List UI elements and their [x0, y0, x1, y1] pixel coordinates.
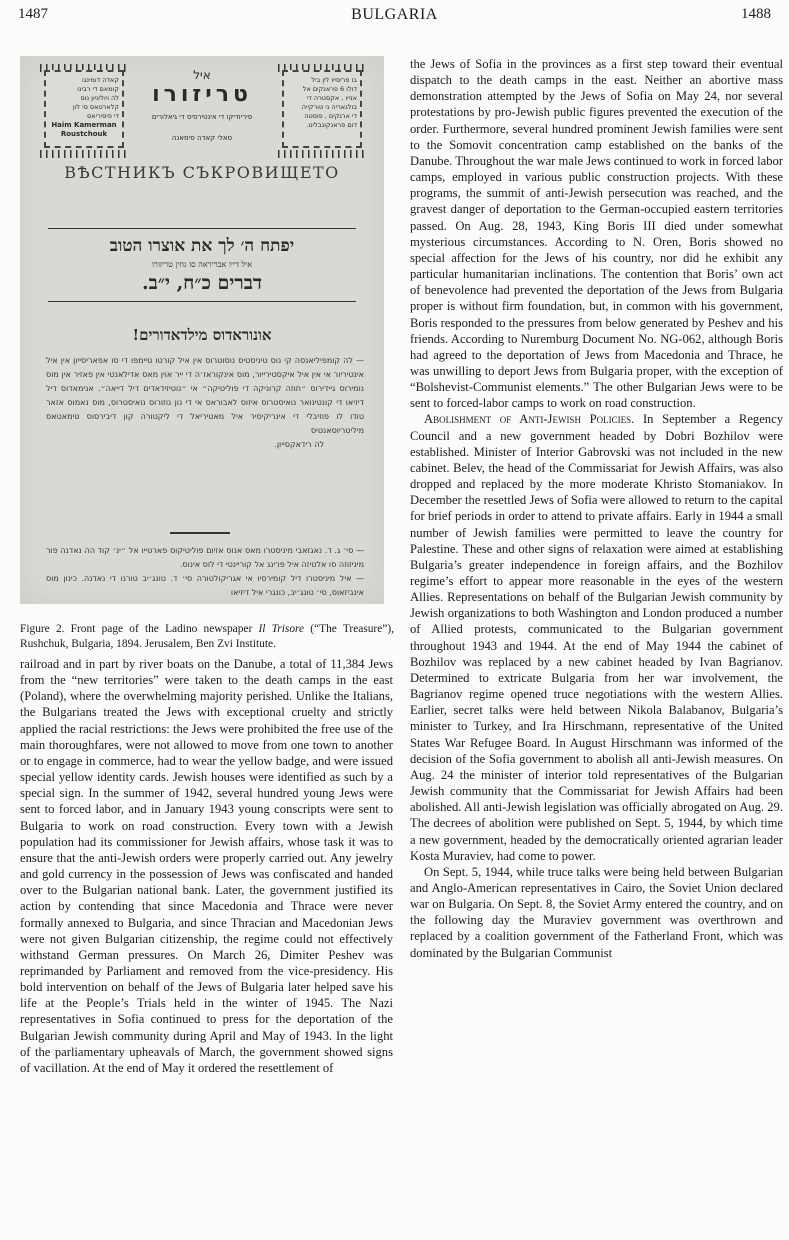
- figure-newspaper-image: [20, 56, 384, 604]
- caption-text: (“The Treasure”), Rushchuk, Bulgaria, 1894. Jerusalem, Ben Zvi Institute.: [20, 623, 394, 650]
- masthead-text: קלארטאס סי לון: [72, 103, 119, 111]
- caption-label: Figure 2.: [20, 623, 65, 635]
- body-paragraph: the Jews of Sofia in the provinces as a first step toward their eventual dispatch to the death camps in the east. Neither an abortive mass demonstration attempted by the Jews of Sofia on May 24, nor several protestations by pro-Jewish public figures prevented the execution of the order. Furthermore, several hundred prominent Jewish families were sent to the Somovit concentration camp established on the banks of the Danube. Throughout the war male Jews continued to work in forced labor camps, employed in various public construction projects. With these programs, the summit of anti-Jewish persecution was reached, and the gravest danger of deportation to the German-occupied eastern territories passed. On Aug. 28, 1943, King Boris III died under somewhat mysterious circumstances. According to N. Oren, Boris showed no special affection for the Jews of his country, nor did he exhibit any particular humanitarian inclinations. The contention that Boris’ own act of benevolence had prevented the deportation of the Jews from Bulgaria proper is without firm foundation, but, in common with his government, Boris responded to the pressures from below generated by Peshev and his friends. According to Nuremburg Document No. NG-062, although Boris had agreed to the deportation of Jews from Macedonia and Thrace, he was unwilling to deport Jews from Bulgaria proper, with the exception of “Bolshevist-Communist elements.” The other Bulgarian Jews were to be sent to forced-labor camps to work on road construction.: [410, 57, 783, 411]
- masthead-text: דולו 6 פראנקים אל: [302, 85, 357, 93]
- masthead-text: לה ויוליגיון נוס: [80, 94, 119, 102]
- news-items: [46, 544, 364, 600]
- article-body: [46, 354, 364, 452]
- news-item: — איל מיניסטרו דיל קומירסיו אי אגריקולטורה סי׳ ד. טונג׳יב טורנו די נאדנה. כינון מוס אינביזאוס, סי׳ טונג׳יב, כונגרי איל דיזיאו: [46, 574, 364, 597]
- section-heading: Abolishment of Anti-Jewish Policies.: [424, 412, 635, 427]
- body-text: In September a Regency Council and a new government headed by Dobri Bozhilov were established. Minister of Interior Gabrovski was not included in the new cabinet. Belev, the head of the Commissariat for Jewish Affairs, was also dropped and replaced by the more moderate Khristo Stomaniakov. In December the resettled Jews of Sofia were allowed to return to the capital for brief periods in order to attend to private affairs. Early in 1944 a small number of Jewish families were permitted to leave the country for Palestine. These and other signs of relaxation were aimed at establishing Bulgaria’s greater independence in foreign affairs, and the Bozhilov regime’s effort to appear more reasonable in the eyes of the western Allies. Representations on behalf of the Bulgarian Jewish community by Jewish organizations to both Washington and London produced a number of Allied protests, communicated to the Bulgarian government throughout 1943 and 1944. At the end of May 1944 the cabinet of Bozhilov was replaced by a new cabinet headed by Ivan Bagrianov. Determined to extricate Bulgaria from her war involvement, the Bagrianov regime opened truce negotiations with the western Allies. Earlier, secret talks were held between Nikola Balabanov, Bulgaria’s minister to Turkey, and Ira Hirschmann, representative of the United States War Refugee Board. In August Hirschmann was informed of the decision of the Sofia government to abolish all anti-Jewish measures. On Aug. 24 the minister of interior told representatives of the Bulgarian Jewish community that the Commissariat for Jewish Affairs had been abolished. All anti-Jewish legislation was officially abrogated on Aug. 29. The decrees of abolition were published on Sept. 5, 1944, by which time a new government, headed by the democratically oriented agrarian leader Kosta Muraviev, had come to power.: [410, 412, 783, 863]
- publisher-name: Haim Kamerman: [51, 121, 117, 129]
- page-number-left: 1487: [18, 6, 48, 22]
- page-title: BULGARIA: [351, 6, 438, 23]
- section-paragraph: [410, 411, 783, 863]
- masthead-text: די ארנקים , פוסטה: [304, 112, 357, 120]
- motto-line-2: איל דייו אבריראה סו גוזין טריזורו: [151, 260, 253, 269]
- masthead-text: אנייו , אקסטרה די: [306, 94, 357, 102]
- masthead-text: קומאם די רבינו: [77, 85, 119, 93]
- caption-newspaper-title: Il Trisore: [258, 623, 305, 635]
- masthead-left-box: [44, 70, 124, 148]
- right-column: [410, 56, 783, 961]
- masthead-text: בולגאריה ני טורקייה: [301, 103, 357, 111]
- cyrillic-title: ВѢСТНИКЪ СЪКРОВИЩЕТО: [64, 163, 340, 182]
- figure-caption: [20, 622, 394, 652]
- caption-text: Front page of the Ladino newspaper: [64, 623, 259, 635]
- article-paragraph: — לה קומפיליאנסה קי נוס טיניסטיס נוסוטרוס אין איל קורטו טיימפו די סו אפאריסייון אין איל אינטיריור אי אין איל איקסטירייור, מוס אינקוראז׳ה די ייר אוין מאס אדילאנטי אין פאזיר אין מוס נומירוס גיידירוס ״חוזה קרוניקה די פוליטיקה״ אי ״נוטיזידאדים דיל דייאה״. אנימאדוס דיל דיזיאו די קונטינואר נואיסטרוס איזוס לאבוראס אי די נון נוזורוס נואיסטרוס, מוס נאמוס אזאר טודו לו פוזיבלי די אינריקיסיר איל מאטיריאל די ליקטורה קון דיבירסוס טימאטאס מיליטריוסאנטיס: [46, 356, 364, 435]
- body-paragraph: On Sept. 5, 1944, while truce talks were being held between Bulgarian and Anglo-American representatives in Cairo, the Soviet Union declared war on Bulgaria. On Sept. 8, the Soviet Army entered the country, and on the following day the Muraviev government was overthrown and replaced by a coalition government of the Fatherland Front, which was dominated by the Bulgarian Communist: [410, 864, 783, 960]
- article-signature: לה רידאקסייון.: [274, 440, 324, 449]
- running-head: [18, 6, 771, 30]
- left-column: [20, 656, 393, 1076]
- news-item: — סי׳ ג. ד. נאגזאבי מיניסטרו מאס אנוס אזיום פוליטיקוס פארטייו אל ״ינ׳ קוד הה נאדנה פור מיניזוזה סו אלטיזה איל פרינג אל קוריינטי די לוס אינוס.: [46, 546, 364, 569]
- ornament-fringe: [278, 150, 366, 158]
- ornament-fringe: [40, 150, 128, 158]
- masthead-frequency: סאלי קאדה סימאנה: [171, 134, 233, 142]
- masthead-right-box: [282, 70, 362, 148]
- publisher-city: Roustchouk: [60, 130, 108, 138]
- masthead-text: קאדה דומינגו: [81, 76, 119, 84]
- masthead-text: די פיסיריאס: [87, 112, 119, 120]
- page-number-right: 1488: [741, 6, 771, 22]
- masthead-subtitle: פיריודיקו די אינטירסיס די גיאלורים: [151, 113, 253, 121]
- motto-line-3: דברים כ״ח, י״ב.: [141, 272, 263, 294]
- masthead-center: [130, 68, 274, 142]
- ornament-divider: [170, 532, 230, 534]
- masthead-text: דום פראנקונבלינו.: [306, 121, 357, 129]
- masthead-article: איל: [193, 68, 211, 82]
- masthead-text: בו פריסייו לין ביל: [311, 76, 357, 84]
- divider: [48, 228, 356, 229]
- article-heading: אונוראדוס מילדאדורים!: [132, 326, 272, 344]
- body-paragraph: railroad and in part by river boats on the Danube, a total of 11,384 Jews from the “new territories” were taken to the death camps in the east (Poland), where the overwhelming majority perished. Unlike the Italians, the Bulgarians treated the Jews with exceptional cruelty and strictly applied the racial restrictions: the Jews were prohibited the free use of the main thoroughfares, were not allowed to move from one town to another or to engage in commerce, had to wear the yellow badge, and were issued special yellow identity cards. Jewish houses were identified as such by a special sign. In the summer of 1942, several hundred young Jews were sent to forced labor, and in January 1943 young conscripts were sent to Bulgaria to work on road construction. Every town with a Jewish population had its commissioner for Jewish affairs, whose task it was to ensure that the anti-Jewish orders were properly carried out. Any jewelry and gold currency in the possession of Jews was confiscated and handed over to the Bulgarian national bank. Later, the government justified its action by contending that since Macedonia and Thrace were never formally annexed to Bulgaria, and since Thracian and Macedonian Jews were not given Bulgarian citizenship, the regime could not effectively withstand German pressures. On March 26, Dimiter Peshev was reprimanded by Parliament and removed from the vice-presidency. His bold intervention on behalf of the Jews of Bulgaria later helped save his life at the People’s Trials held in the winter of 1945. The Nazi representatives in Sofia continued to press for the deportation of the Bulgarian Jewish community during April and May of 1943. In the light of the parliamentary upheavals of March, the government showed signs of vacillation. At the end of May it ordered the resettlement of: [20, 657, 393, 1075]
- divider: [48, 301, 356, 302]
- motto-line-1: יפתח ה׳ לך את אוצרו הטוב: [109, 236, 295, 256]
- newspaper-name: טריזורו: [152, 82, 252, 107]
